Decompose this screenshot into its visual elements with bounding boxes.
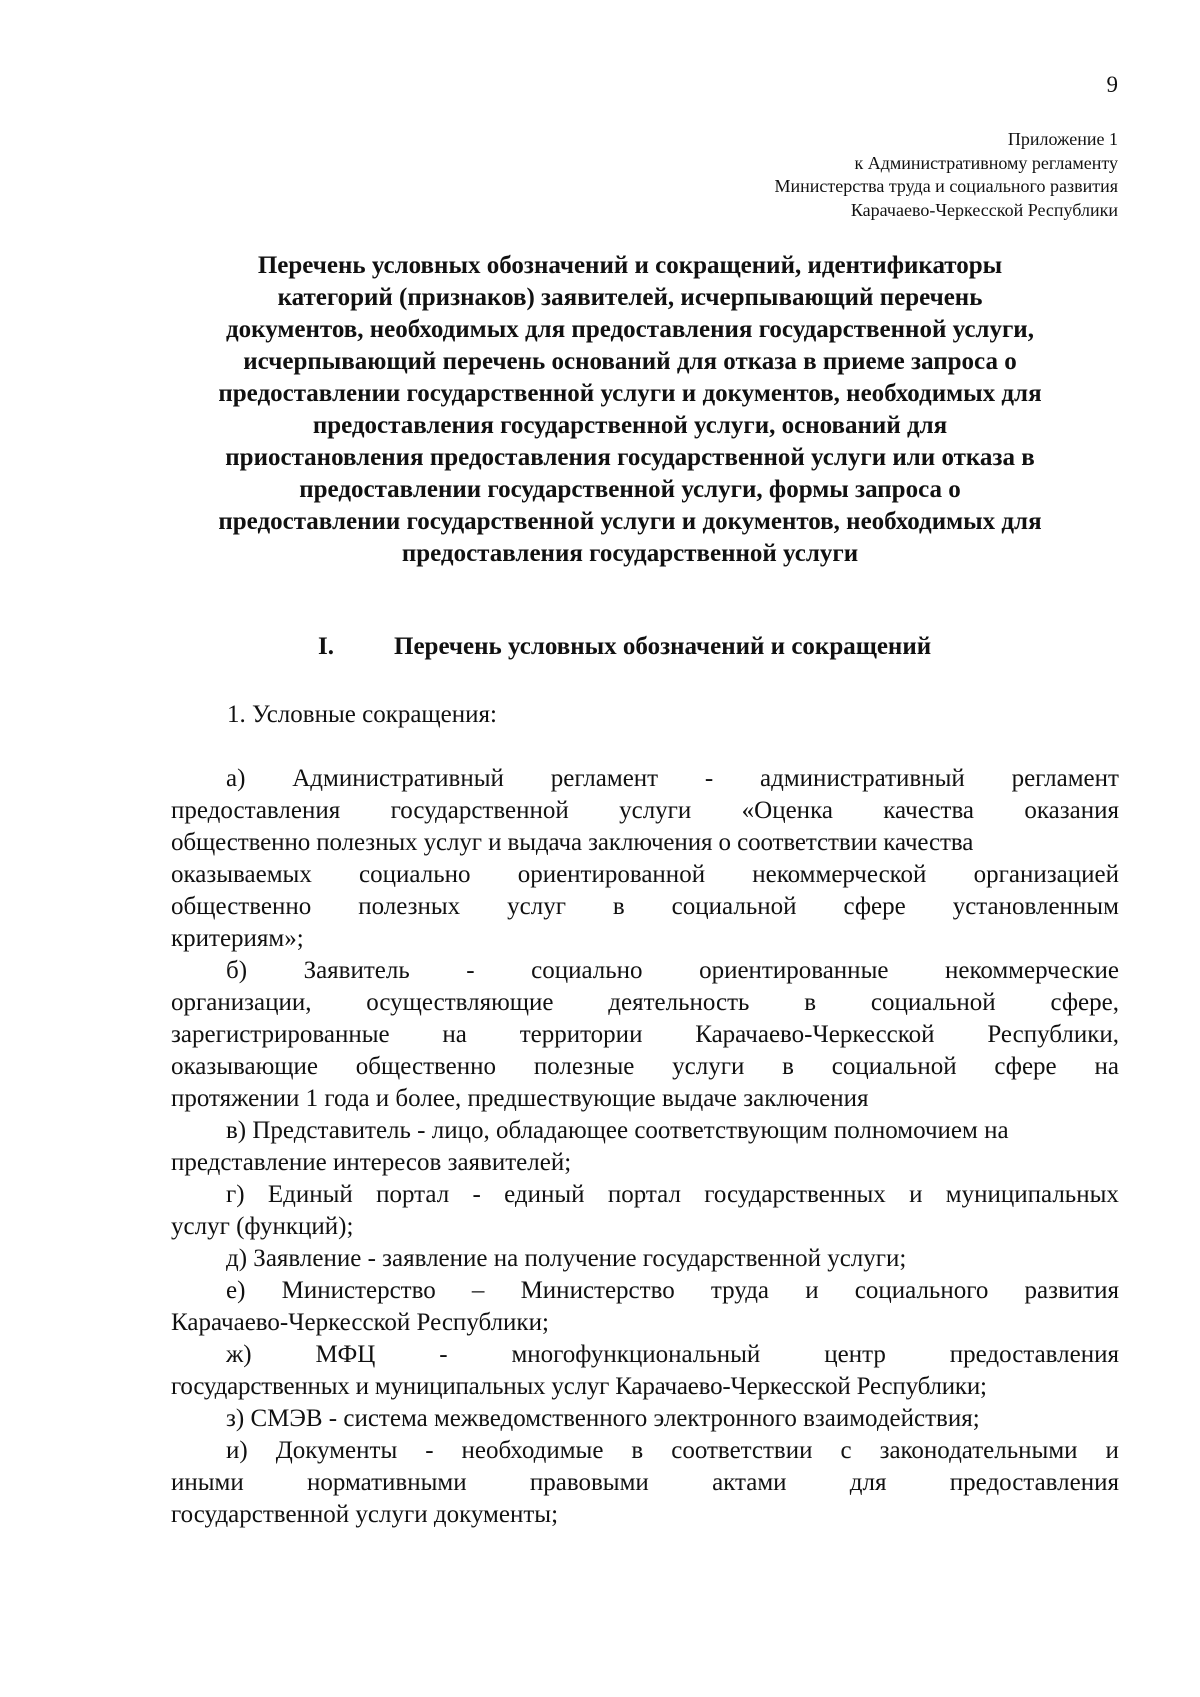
word: центр (824, 1341, 886, 1368)
word: оказывающие (171, 1053, 319, 1080)
word: некоммерческие (944, 957, 1119, 984)
word: организации, (171, 989, 312, 1016)
word: полезные (533, 1053, 635, 1080)
word: осуществляющие (366, 989, 554, 1016)
word: труда (710, 1277, 770, 1304)
section-heading (318, 633, 931, 661)
word: с (840, 1437, 852, 1464)
justified-line (171, 1275, 1119, 1307)
justified-line (171, 891, 1119, 923)
word: сфере (843, 893, 906, 920)
justified-line (171, 1019, 1119, 1051)
word: ориентированной (517, 861, 706, 888)
word: МФЦ (315, 1341, 376, 1368)
word: правовыми (529, 1469, 649, 1496)
word: Заявитель (303, 957, 410, 984)
word: Республики, (987, 1021, 1119, 1048)
word: общественно (171, 893, 312, 920)
word: муниципальных (945, 1181, 1119, 1208)
justified-line (171, 1051, 1119, 1083)
list-item-v (171, 1115, 1119, 1179)
text-line: Карачаево-Черкесской Республики; (171, 1309, 549, 1336)
title-line: категорий (признаков) заявителей, исчерпывающий перечень (277, 284, 983, 311)
word: государственных (704, 1181, 886, 1208)
text-line: в) Представитель - лицо, обладающее соответствующим полномочием на (226, 1117, 1009, 1144)
title-line: предоставления государственной услуги, оснований для (312, 412, 948, 439)
word: актами (712, 1469, 787, 1496)
word: сфере, (1050, 989, 1119, 1016)
title-line: исчерпывающий перечень оснований для отказа в приеме запроса о (243, 348, 1017, 375)
word: социальной (870, 989, 996, 1016)
text-line: представление интересов заявителей; (171, 1149, 572, 1176)
word: общественно (355, 1053, 497, 1080)
title-line: Перечень условных обозначений и сокращений, идентификаторы (257, 252, 1003, 279)
justified-line (171, 859, 1119, 891)
word: б) (226, 957, 248, 984)
title-line: предоставлении государственной услуги и документов, необходимых для (218, 380, 1042, 407)
word: е) (226, 1277, 246, 1304)
word: для (849, 1469, 887, 1496)
word: «Оценка (741, 797, 833, 824)
title-line: приостановления предоставления государственной услуги или отказа в (225, 444, 1035, 471)
word: законодательными (879, 1437, 1078, 1464)
word: Единый (267, 1181, 353, 1208)
word: портал (376, 1181, 450, 1208)
word: г) (226, 1181, 245, 1208)
text-line: протяжении 1 года и более, предшествующие выдаче заключения (171, 1085, 869, 1112)
word: оказания (1024, 797, 1119, 824)
title-line: предоставления государственной услуги (401, 540, 859, 567)
word: предоставления (949, 1341, 1119, 1368)
word: портал (607, 1181, 681, 1208)
word: деятельность (608, 989, 750, 1016)
word: соответствии (671, 1437, 813, 1464)
word: административный (760, 765, 965, 792)
list-item-a (171, 763, 1119, 955)
word: и (805, 1277, 819, 1304)
word: организацией (973, 861, 1119, 888)
word: и (909, 1181, 923, 1208)
word: предоставления (949, 1469, 1119, 1496)
justified-line (171, 1467, 1119, 1499)
list-item-d (171, 1243, 1119, 1275)
appendix-line: к Административному регламенту (854, 152, 1118, 173)
word: регламент (1011, 765, 1119, 792)
word: социально (531, 957, 643, 984)
word: в (612, 893, 625, 920)
list-item-z (171, 1403, 1119, 1435)
word: Документы (275, 1437, 398, 1464)
word: иными (171, 1469, 244, 1496)
word: - (439, 1341, 448, 1368)
word: в (631, 1437, 644, 1464)
word: некоммерческой (752, 861, 927, 888)
word: многофункциональный (511, 1341, 761, 1368)
title-line: документов, необходимых для предоставления государственной услуги, (226, 316, 1034, 343)
justified-line (171, 955, 1119, 987)
word: установленным (952, 893, 1119, 920)
word: Административный (292, 765, 504, 792)
word: ж) (226, 1341, 252, 1368)
list-item-i (171, 1435, 1119, 1531)
word: сфере (994, 1053, 1057, 1080)
word: единый (504, 1181, 585, 1208)
list-item-e (171, 1275, 1119, 1339)
text-line: критериям»; (171, 925, 304, 952)
word: социальной (831, 1053, 957, 1080)
word: зарегистрированные (171, 1021, 390, 1048)
text-line: услуг (функций); (171, 1213, 354, 1240)
word: социальной (671, 893, 797, 920)
text-line: з) СМЭВ - система межведомственного электронного взаимодействия; (226, 1405, 980, 1432)
title-line: предоставлении государственной услуги, формы запроса о (299, 476, 961, 503)
word: Министерство (281, 1277, 436, 1304)
word: - (425, 1437, 434, 1464)
word: и) (226, 1437, 248, 1464)
word: и (1105, 1437, 1119, 1464)
list-item-g (171, 1179, 1119, 1243)
justified-line (171, 1435, 1119, 1467)
word: нормативными (307, 1469, 467, 1496)
word: полезных (358, 893, 461, 920)
word: на (1094, 1053, 1119, 1080)
word: территории (519, 1021, 643, 1048)
justified-line (171, 763, 1119, 795)
word: необходимые (461, 1437, 604, 1464)
justified-line (171, 1339, 1119, 1371)
word: ориентированные (699, 957, 889, 984)
appendix-note (774, 128, 1118, 222)
word: предоставления (171, 797, 341, 824)
document-title (150, 250, 1110, 570)
text-line: д) Заявление - заявление на получение государственной услуги; (226, 1245, 907, 1272)
word: в (804, 989, 817, 1016)
section-number: I. (318, 633, 334, 660)
word: услуги (672, 1053, 745, 1080)
word: в (782, 1053, 794, 1080)
word: развития (1024, 1277, 1119, 1304)
justified-line (171, 795, 1119, 827)
word: оказываемых (171, 861, 312, 888)
word: государственной (390, 797, 569, 824)
word: социально (359, 861, 471, 888)
word: Карачаево-Черкесской (695, 1021, 935, 1048)
word: а) (226, 765, 246, 792)
appendix-line: Карачаево-Черкесской Республики (850, 199, 1118, 220)
word: услуг (507, 893, 566, 920)
word: - (472, 1181, 481, 1208)
text-line: государственной услуги документы; (171, 1501, 559, 1528)
section-title: Перечень условных обозначений и сокращений (394, 633, 932, 660)
word: услуги (619, 797, 692, 824)
list-heading: 1. Условные сокращения: (227, 701, 497, 728)
list-item-b (171, 955, 1119, 1115)
word: регламент (550, 765, 659, 792)
appendix-line: Министерства труда и социального развития (774, 176, 1118, 196)
appendix-line: Приложение 1 (1007, 129, 1118, 149)
word: качества (883, 797, 975, 824)
title-line: предоставлении государственной услуги и документов, необходимых для (218, 508, 1042, 535)
word: социального (854, 1277, 989, 1304)
justified-line (171, 1179, 1119, 1211)
word: Министерство (520, 1277, 675, 1304)
abbreviations-list (171, 763, 1119, 1531)
page-number: 9 (1106, 72, 1118, 97)
word: – (471, 1277, 485, 1304)
word: - (466, 957, 475, 984)
text-line: общественно полезных услуг и выдача заключения о соответствии качества (171, 829, 974, 856)
text-line: государственных и муниципальных услуг Карачаево-Черкесской Республики; (171, 1373, 987, 1400)
list-item-zh (171, 1339, 1119, 1403)
word: - (704, 765, 714, 792)
word: на (442, 1021, 467, 1048)
justified-line (171, 987, 1119, 1019)
